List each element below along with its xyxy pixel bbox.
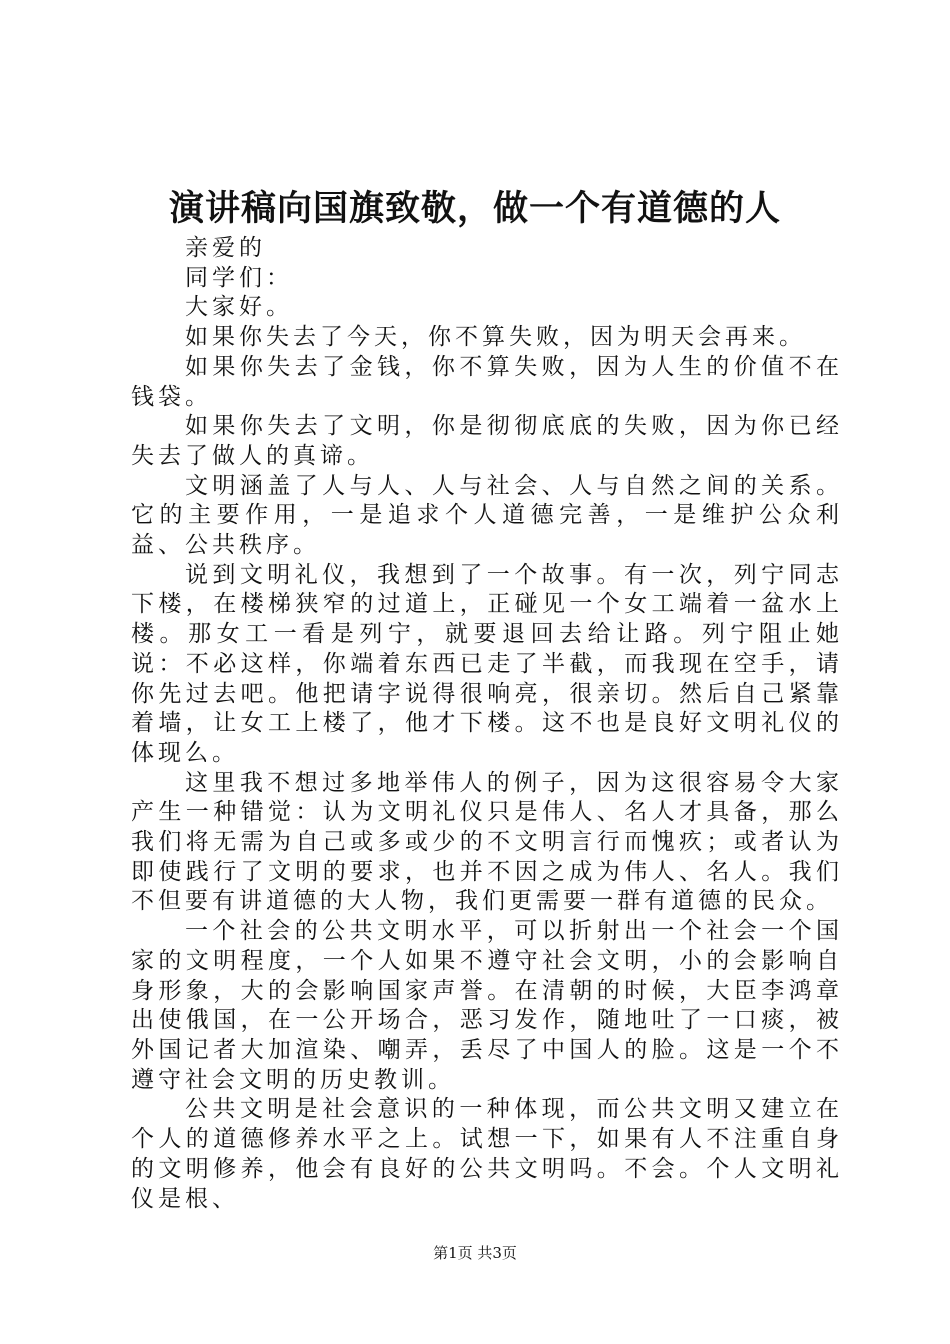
paragraph-greeting: 大家好。: [185, 294, 293, 321]
document-body: [131, 234, 843, 1214]
paragraph-salutation-1: 亲爱的: [185, 235, 266, 261]
paragraph: 一个社会的公共文明水平，可以折射出一个社会一个国家的文明程度，一个人如果不遵守社会文明，小的会影响自身形象，大的会影响国家声誉。在清朝的时候，大臣李鸿章出使俄国，在一公开场合，恶习发作，随地吐了一口痰，被外国记者大加渲染、嘲弄，丢尽了中国人的脸。这是一个不遵守社会文明的历史教训。: [131, 918, 843, 1093]
page-footer: 第1页 共3页: [433, 1244, 517, 1262]
paragraph: 如果你失去了金钱，你不算失败，因为人生的价值不在钱袋。: [131, 353, 843, 410]
paragraph-salutation-2: 同学们：: [185, 264, 293, 291]
paragraph: 如果你失去了文明，你是彻彻底底的失败，因为你已经失去了做人的真谛。: [131, 413, 843, 469]
document-title: 演讲稿向国旗致敬，做一个有道德的人: [168, 188, 781, 229]
paragraph: 公共文明是社会意识的一种体现，而公共文明又建立在个人的道德修养水平之上。试想一下，如果有人不注重自身的文明修养，他会有良好的公共文明吗。不会。个人文明礼仪是根、: [131, 1096, 843, 1212]
paragraph: 文明涵盖了人与人、人与社会、人与自然之间的关系。它的主要作用，一是追求个人道德完善，一是维护公众利益、公共秩序。: [131, 472, 843, 559]
paragraph: 这里我不想过多地举伟人的例子，因为这很容易令大家产生一种错觉：认为文明礼仪只是伟人、名人才具备，那么我们将无需为自己或多或少的不文明言行而愧疚；或者认为即使践行了文明的要求，也并不因之成为伟人、名人。我们不但要有讲道德的大人物，我们更需要一群有道德的民众。: [131, 769, 843, 915]
paragraph: 说到文明礼仪，我想到了一个故事。有一次，列宁同志下楼，在楼梯狭窄的过道上，正碰见一个女工端着一盆水上楼。那女工一看是列宁，就要退回去给让路。列宁阻止她说：不必这样，你端着东西已走了半截，而我现在空手，请你先过去吧。他把请字说得很响亮，很亲切。然后自己紧靠着墙，让女工上楼了，他才下楼。这不也是良好文明礼仪的体现么。: [131, 561, 843, 766]
paragraph: 如果你失去了今天，你不算失败，因为明天会再来。: [185, 324, 806, 351]
